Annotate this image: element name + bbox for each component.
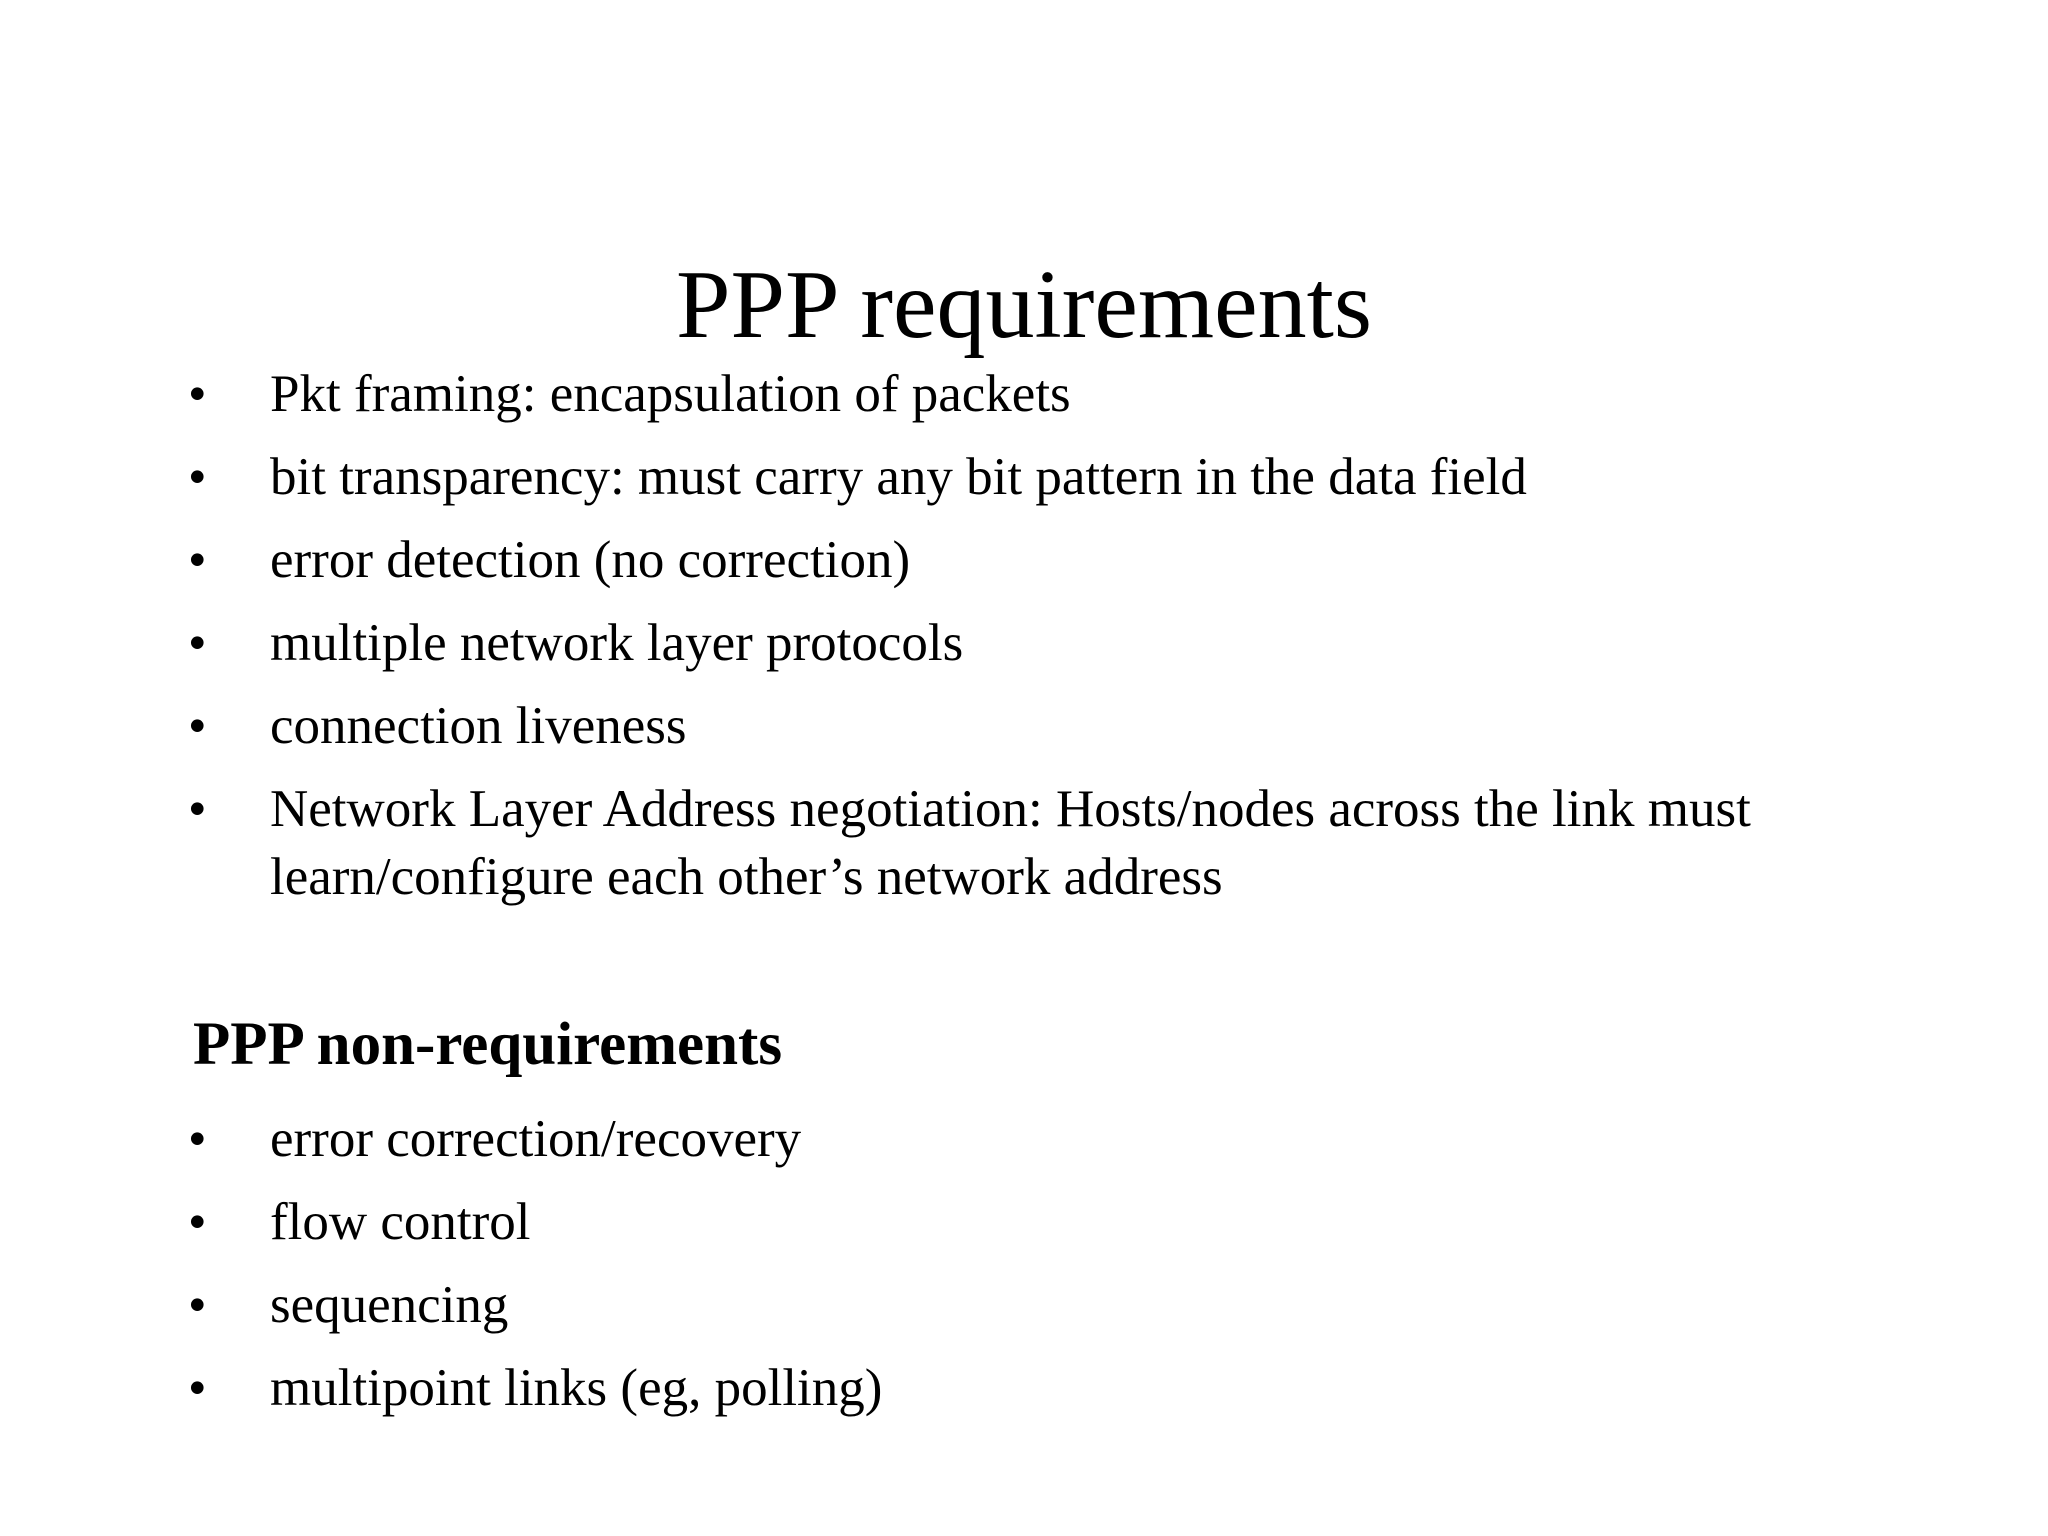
requirement-text: Pkt framing: encapsulation of packets: [270, 365, 1071, 423]
list-item: [0, 443, 2048, 511]
slide-title: PPP requirements: [676, 251, 1372, 359]
list-item: [0, 609, 2048, 677]
list-item: [0, 1105, 2048, 1173]
bullet-icon: •: [188, 531, 207, 589]
list-item: [0, 1188, 2048, 1256]
list-item: [0, 692, 2048, 760]
non-requirement-text: error correction/recovery: [270, 1110, 802, 1168]
list-item: [0, 775, 2048, 911]
list-item: [0, 526, 2048, 594]
list-item: [0, 1354, 2048, 1422]
requirement-text: Network Layer Address negotiation: Hosts/nodes across the link must learn/configure each other’s network address: [270, 780, 1751, 906]
bullet-icon: •: [188, 365, 207, 423]
bullet-icon: •: [188, 1276, 207, 1334]
requirement-text: multiple network layer protocols: [270, 614, 964, 672]
bullet-icon: •: [188, 697, 207, 755]
bullet-icon: •: [188, 448, 207, 506]
non-requirement-text: flow control: [270, 1193, 531, 1251]
list-item: [0, 360, 2048, 428]
requirement-text: bit transparency: must carry any bit pattern in the data field: [270, 448, 1527, 506]
requirements-list: [0, 360, 2048, 926]
bullet-icon: •: [188, 780, 207, 838]
requirement-text: connection liveness: [270, 697, 687, 755]
non-requirement-text: multipoint links (eg, polling): [270, 1359, 883, 1417]
non-requirement-text: sequencing: [270, 1276, 509, 1334]
non-requirements-heading: PPP non-requirements: [193, 1011, 783, 1078]
bullet-icon: •: [188, 1359, 207, 1417]
non-requirements-list: [0, 1105, 2048, 1437]
requirement-text: error detection (no correction): [270, 531, 911, 589]
bullet-icon: •: [188, 614, 207, 672]
bullet-icon: •: [188, 1193, 207, 1251]
bullet-icon: •: [188, 1110, 207, 1168]
list-item: [0, 1271, 2048, 1339]
